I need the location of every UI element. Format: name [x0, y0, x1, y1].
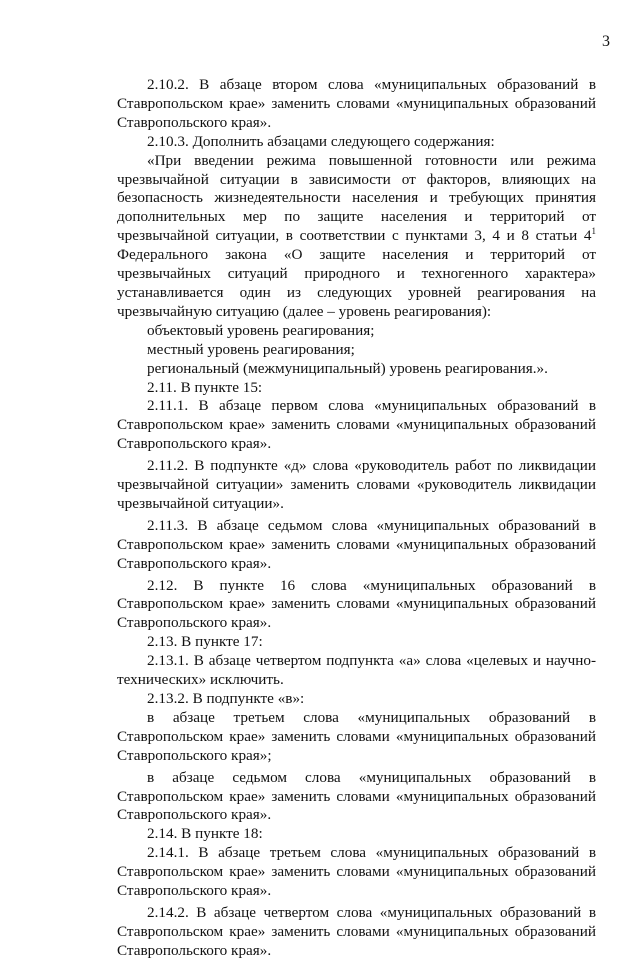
paragraph: 2.12. В пункте 16 слова «муниципальных образований в Ставропольском крае» заменить словами «муниципальных образований Ставропольского края».	[117, 576, 596, 632]
paragraph: 2.11.3. В абзаце седьмом слова «муниципальных образований в Ставропольском крае» заменить словами «муниципальных образований Ставропольского края».	[117, 516, 596, 572]
paragraph: 2.14.2. В абзаце четвертом слова «муниципальных образований в Ставропольском крае» заменить словами «муниципальных образований Ставропольского края».	[117, 903, 596, 959]
paragraph: 2.11.1. В абзаце первом слова «муниципальных образований в Ставропольском крае» заменить словами «муниципальных образований Ставропольского края».	[117, 397, 596, 453]
list-item: местный уровень реагирования;	[147, 340, 355, 358]
paragraph: 2.10.2. В абзаце втором слова «муниципальных образований в Ставропольском крае» заменить словами «муниципальных образований Ставропольского края».	[117, 76, 596, 131]
paragraph	[117, 152, 596, 322]
superscript: 1	[591, 226, 596, 237]
paragraph: 2.14. В пункте 18:	[147, 825, 263, 843]
paragraph-text-tail: Федерального закона «О защите населения и территорий от чрезвычайных ситуаций природного и техногенного характера» устанавливается один из следующих уровней реагирования на чрезвычайную ситуацию (далее – уровень реагирования):	[117, 246, 596, 320]
paragraph: 2.11. В пункте 15:	[147, 378, 263, 396]
paragraph: 2.10.3. Дополнить абзацами следующего содержания:	[147, 132, 495, 150]
list-item: региональный (межмуниципальный) уровень реагирования.».	[147, 359, 548, 377]
paragraph: в абзаце третьем слова «муниципальных образований в Ставропольском крае» заменить словами «муниципальных образований Ставропольского края»;	[117, 708, 596, 764]
list-item: объектовый уровень реагирования;	[147, 321, 375, 339]
page-number: 3	[602, 33, 610, 50]
paragraph-text: «При введении режима повышенной готовности или режима чрезвычайной ситуации в зависимости от факторов, влияющих на безопасность жизнедеятельности населения и требующих принятия дополнительных мер по защите населения и территорий от чрезвычайной ситуации, в соответствии с пунктами 3, 4 и 8 статьи 4	[117, 151, 596, 245]
paragraph: 2.13.1. В абзаце четвертом подпункта «а» слова «целевых и научно-технических» исключить.	[117, 652, 596, 689]
paragraph: 2.13. В пункте 17:	[147, 633, 263, 651]
paragraph: 2.11.2. В подпункте «д» слова «руководитель работ по ликвидации чрезвычайной ситуации» заменить словами «руководитель ликвидации чрезвычайной ситуации».	[117, 457, 596, 512]
paragraph: в абзаце седьмом слова «муниципальных образований в Ставропольском крае» заменить словами «муниципальных образований Ставропольского края».	[117, 768, 596, 824]
paragraph: 2.14.1. В абзаце третьем слова «муниципальных образований в Ставропольском крае» заменить словами «муниципальных образований Ставропольского края».	[117, 844, 596, 900]
document-body	[117, 76, 596, 961]
paragraph: 2.13.2. В подпункте «в»:	[147, 690, 305, 707]
